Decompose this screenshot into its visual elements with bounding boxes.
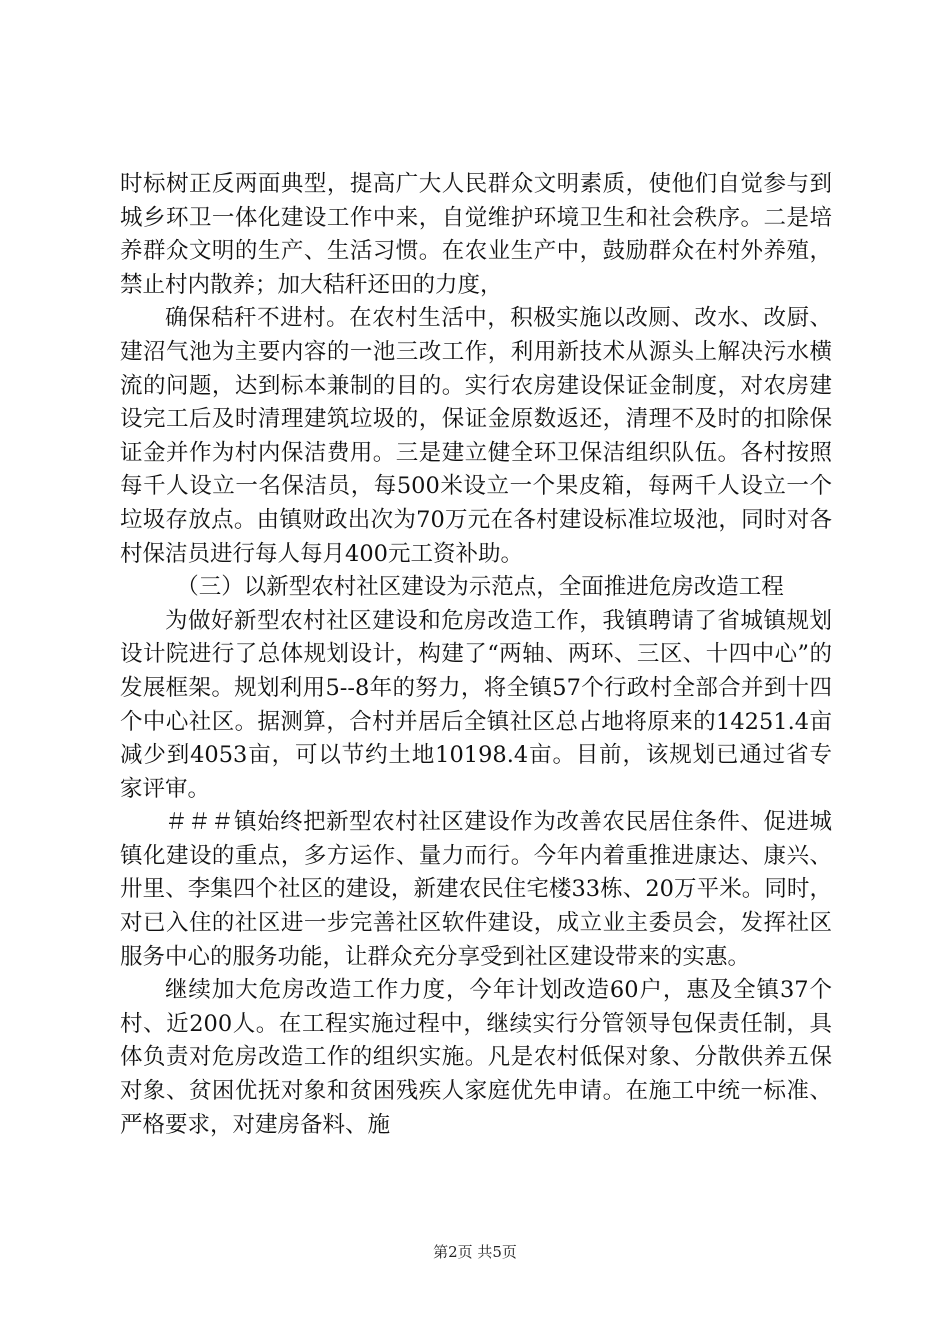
paragraph-planning: 为做好新型农村社区建设和危房改造工作，我镇聘请了省城镇规划设计院进行了总体规划设计，构建了“两轴、两环、三区、十四中心”的发展框架。规划利用5--8年的努力，将全镇57个行政村全部合并到十四个中心社区。据测算，合村并居后全镇社区总占地将原来的14251.4亩减少到4053亩，可以节约土地10198.4亩。目前，该规划已通过省专家评审。	[120, 607, 832, 802]
paragraph-community: ＃＃＃镇始终把新型农村社区建设作为改善农民居住条件、促进城镇化建设的重点，多方运作、量力而行。今年内着重推进康达、康兴、卅里、李集四个社区的建设，新建农民住宅楼33栋、20万平米。同时，对已入住的社区进一步完善社区软件建设，成立业主委员会，发挥社区服务中心的服务功能，让群众充分享受到社区建设带来的实惠。	[120, 809, 832, 970]
paragraph-renovation: 继续加大危房改造工作力度，今年计划改造60户，惠及全镇37个村、近200人。在工程实施过程中，继续实行分管领导包保责任制，具体负责对危房改造工作的组织实施。凡是农村低保对象、分散供养五保对象、贫困优抚对象和贫困残疾人家庭优先申请。在施工中统一标准、严格要求，对建房备料、施	[120, 977, 832, 1138]
paragraph-sanitation: 确保秸秆不进村。在农村生活中，积极实施以改厕、改水、改厨、建沼气池为主要内容的一池三改工作，利用新技术从源头上解决污水横流的问题，达到标本兼制的目的。实行农房建设保证金制度，对农房建设完工后及时清理建筑垃圾的，保证金原数返还，清理不及时的扣除保证金并作为村内保洁费用。三是建立健全环卫保洁组织队伍。各村按照每千人设立一名保洁员，每500米设立一个果皮箱，每两千人设立一个垃圾存放点。由镇财政出次为70万元在各村建设标准垃圾池，同时对各村保洁员进行每人每月400元工资补助。	[120, 305, 832, 567]
page-footer: 第2页 共5页	[433, 1243, 517, 1261]
section-heading: （三）以新型农村社区建设为示范点，全面推进危房改造工程	[176, 574, 784, 601]
paragraph-continuation: 时标树正反两面典型，提高广大人民群众文明素质，使他们自觉参与到城乡环卫一体化建设工作中来，自觉维护环境卫生和社会秩序。二是培养群众文明的生产、生活习惯。在农业生产中，鼓励群众在村外养殖，禁止村内散养；加大秸秆还田的力度，	[120, 171, 832, 298]
document-body	[120, 168, 832, 1142]
